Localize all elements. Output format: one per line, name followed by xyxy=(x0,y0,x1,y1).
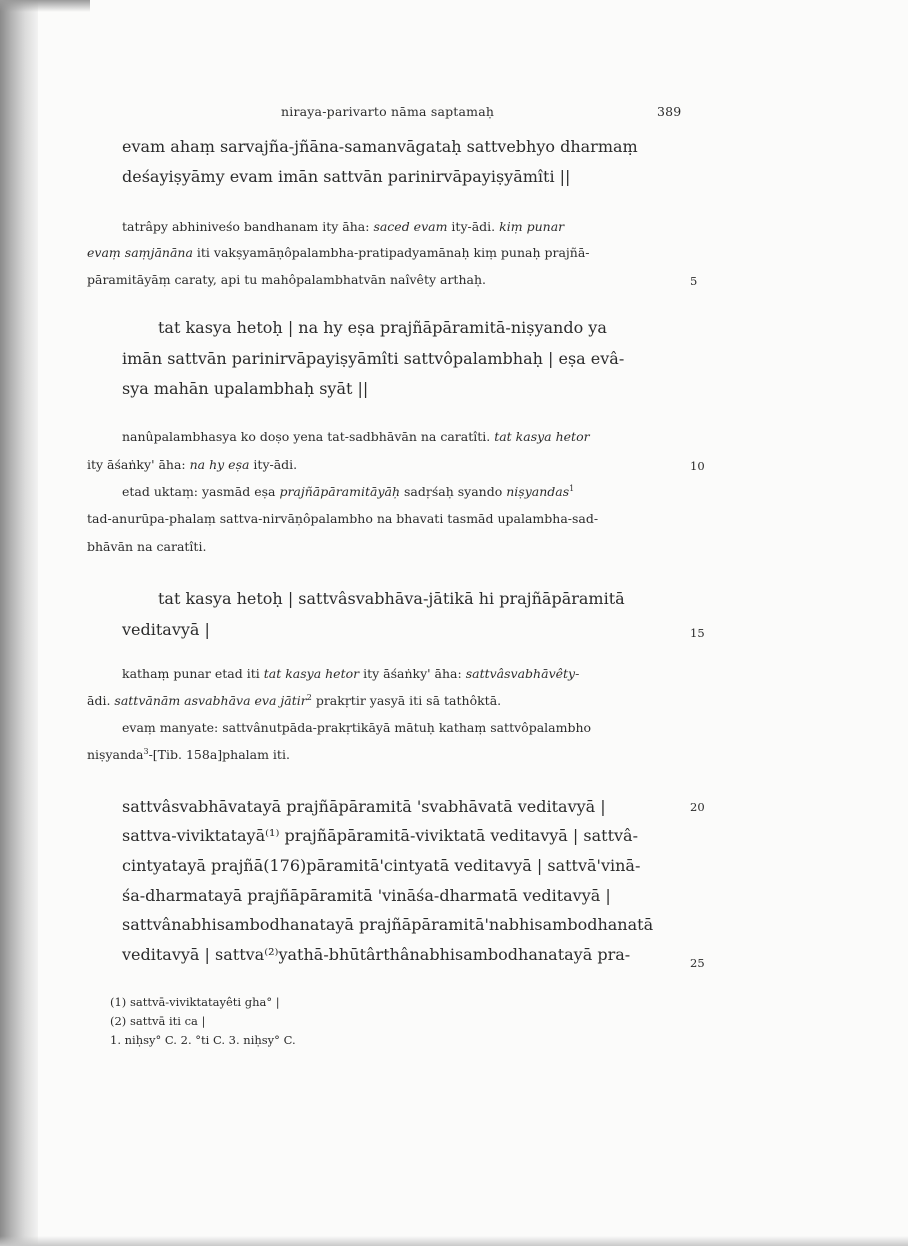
verse-line: sattvâsvabhāvatayā prajñāpāramitā 'svabhāvatā veditavyā | xyxy=(122,797,606,816)
verse-line: veditavyā | xyxy=(122,620,210,639)
verse-line: deśayiṣyāmy evam imān sattvān parinirvāpayiṣyāmîti || xyxy=(122,167,571,186)
commentary-line: ity āśaṅky' āha: na hy eṣa ity-ādi. xyxy=(87,457,298,472)
verse-line: tat kasya hetoḥ | sattvâsvabhāva-jātikā hi prajñāpāramitā xyxy=(158,589,625,608)
margin-line-number: 5 xyxy=(690,274,698,288)
commentary-line: etad uktaṃ: yasmād eṣa prajñāpāramitāyāḥ sadṛśaḥ syando niṣyandas$^1$ xyxy=(122,483,575,499)
commentary-line: tad-anurūpa-phalaṃ sattva-nirvāṇôpalambho na bhavati tasmād upalambha-sad- xyxy=(87,511,599,526)
margin-line-number: 20 xyxy=(690,800,705,814)
page-bottom-edge xyxy=(0,1236,908,1246)
verse-line: sattva-viviktatayā⁽¹⁾ prajñāpāramitā-viviktatā veditavyā | sattvâ- xyxy=(122,826,638,845)
verse-line: imān sattvān parinirvāpayiṣyāmîti sattvôpalambhaḥ | eṣa evâ- xyxy=(122,349,625,368)
commentary-line: niṣyanda$^3$-[Tib. 158a]phalam iti. xyxy=(87,746,290,762)
commentary-line: kathaṃ punar etad iti tat kasya hetor ity āśaṅky' āha: sattvâsvabhāvêty- xyxy=(122,666,580,681)
verse-line: cintyatayā prajñā(176)pāramitā'cintyatā veditavyā | sattvā'vinā- xyxy=(122,856,641,875)
commentary-line: bhāvān na caratîti. xyxy=(87,539,207,554)
verse-line: veditavyā | sattva⁽²⁾yathā-bhūtârthânabhisambodhanatayā pra- xyxy=(122,945,631,964)
commentary-line: pāramitāyāṃ caraty, api tu mahôpalambhatvān naîvêty arthaḥ. xyxy=(87,272,486,287)
footnote: 1. niḥsy° C. 2. °ti C. 3. niḥsy° C. xyxy=(110,1033,296,1047)
commentary-line: tatrâpy abhiniveśo bandhanam ity āha: saced evam ity-ādi. kiṃ punar xyxy=(122,219,565,234)
commentary-line: ādi. sattvānām asvabhāva eva jātir$^2$ prakṛtir yasyā iti sā tathôktā. xyxy=(87,692,502,708)
verse-line: evam ahaṃ sarvajña-jñāna-samanvāgataḥ sattvebhyo dharmaṃ xyxy=(122,137,638,156)
verse-line: tat kasya hetoḥ | na hy eṣa prajñāpāramitā-niṣyando ya xyxy=(158,318,607,337)
verse-line: sya mahān upalambhaḥ syāt || xyxy=(122,379,369,398)
verse-line: sattvânabhisambodhanatayā prajñāpāramitā'nabhisambodhanatā xyxy=(122,915,654,934)
running-title: niraya-parivarto nāma saptamaḥ xyxy=(281,104,495,119)
footnote: (1) sattvā-viviktatayêti gha° | xyxy=(110,995,280,1009)
footnote: (2) sattvā iti ca | xyxy=(110,1014,206,1028)
book-spine-shadow xyxy=(0,0,38,1246)
page-number: 389 xyxy=(657,104,682,119)
commentary-line: evaṃ saṃjānāna iti vakṣyamāṇôpalambha-pratipadyamānaḥ kiṃ punaḥ prajñā- xyxy=(87,245,590,260)
margin-line-number: 15 xyxy=(690,626,705,640)
margin-line-number: 25 xyxy=(690,956,705,970)
verse-line: śa-dharmatayā prajñāpāramitā 'vināśa-dharmatā veditavyā | xyxy=(122,886,611,905)
commentary-line: nanûpalambhasya ko doṣo yena tat-sadbhāvān na caratîti. tat kasya hetor xyxy=(122,429,590,444)
page-corner-shadow xyxy=(0,0,90,12)
margin-line-number: 10 xyxy=(690,459,705,473)
commentary-line: evaṃ manyate: sattvânutpāda-prakṛtikāyā mātuḥ kathaṃ sattvôpalambho xyxy=(122,720,592,735)
